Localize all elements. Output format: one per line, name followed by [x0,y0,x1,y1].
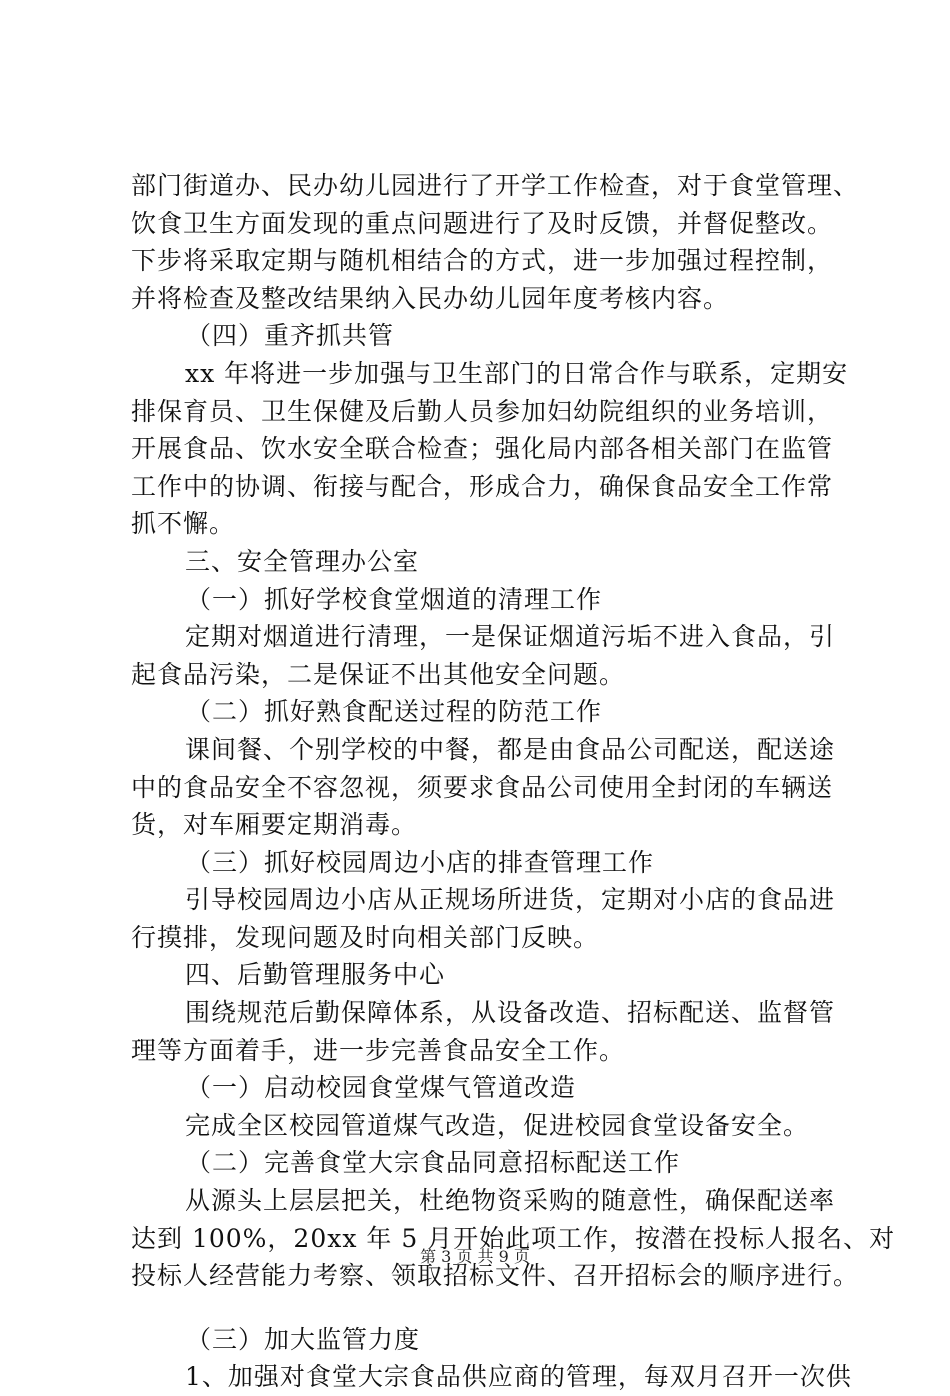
text-line: （一）抓好学校食堂烟道的清理工作 [186,584,603,614]
text-line: 抓不懈。 [131,509,236,539]
text-line: 达到 100%，20xx 年 5 月开始此项工作，按潜在投标人报名、对 [131,1223,896,1253]
text-line: 饮食卫生方面发现的重点问题进行了及时反馈，并督促整改。 [131,208,834,238]
text-line: 定期对烟道进行清理，一是保证烟道污垢不进入食品，引 [185,622,836,652]
text-line: 完成全区校园管道煤气改造，促进校园食堂设备安全。 [185,1110,810,1140]
text-line: 起食品污染，二是保证不出其他安全问题。 [131,659,626,689]
text-line: 理等方面着手，进一步完善食品安全工作。 [131,1035,626,1065]
text-line: 货，对车厢要定期消毒。 [131,810,418,840]
text-line: （三）抓好校园周边小店的排查管理工作 [186,847,655,877]
text-line: xx 年将进一步加强与卫生部门的日常合作与联系，定期安 [185,358,849,388]
text-line: 1、加强对食堂大宗食品供应商的管理，每双月召开一次供 [185,1362,852,1392]
text-line: 围绕规范后勤保障体系，从设备改造、招标配送、监督管 [185,998,836,1028]
text-line: （二）完善食堂大宗食品同意招标配送工作 [186,1148,681,1178]
text-line: 工作中的协调、衔接与配合，形成合力，确保食品安全工作常 [131,471,834,501]
text-line: 中的食品安全不容忽视，须要求食品公司使用全封闭的车辆送 [131,772,834,802]
text-line: 四、后勤管理服务中心 [185,960,446,990]
page-footer: 第 3 页 共 9 页 [420,1247,530,1266]
text-line: 行摸排，发现问题及时向相关部门反映。 [131,922,600,952]
text-line: 引导校园周边小店从正规场所进货，定期对小店的食品进 [185,885,836,915]
text-line: 下步将采取定期与随机相结合的方式，进一步加强过程控制， [131,246,834,276]
paragraph-gap [131,1295,851,1321]
text-line: 开展食品、饮水安全联合检查；强化局内部各相关部门在监管 [131,434,834,464]
text-line: （二）抓好熟食配送过程的防范工作 [186,697,603,727]
document-body [131,167,896,1396]
text-line: 部门街道办、民办幼儿园进行了开学工作检查，对于食堂管理、 [131,171,860,200]
text-line: 课间餐、个别学校的中餐，都是由食品公司配送，配送途 [185,734,836,764]
text-line: 从源头上层层把关，杜绝物资采购的随意性，确保配送率 [185,1186,836,1216]
text-line: （一）启动校园食堂煤气管道改造 [186,1073,577,1103]
text-line: （三）加大监管力度 [186,1324,421,1354]
text-line: 排保育员、卫生保健及后勤人员参加妇幼院组织的业务培训， [131,396,834,426]
text-line: 投标人经营能力考察、领取招标文件、召开招标会的顺序进行。 [131,1261,860,1291]
text-line: 三、安全管理办公室 [185,546,420,576]
text-line: 并将检查及整改结果纳入民办幼儿园年度考核内容。 [131,283,730,313]
text-line: （四）重齐抓共管 [186,321,395,351]
